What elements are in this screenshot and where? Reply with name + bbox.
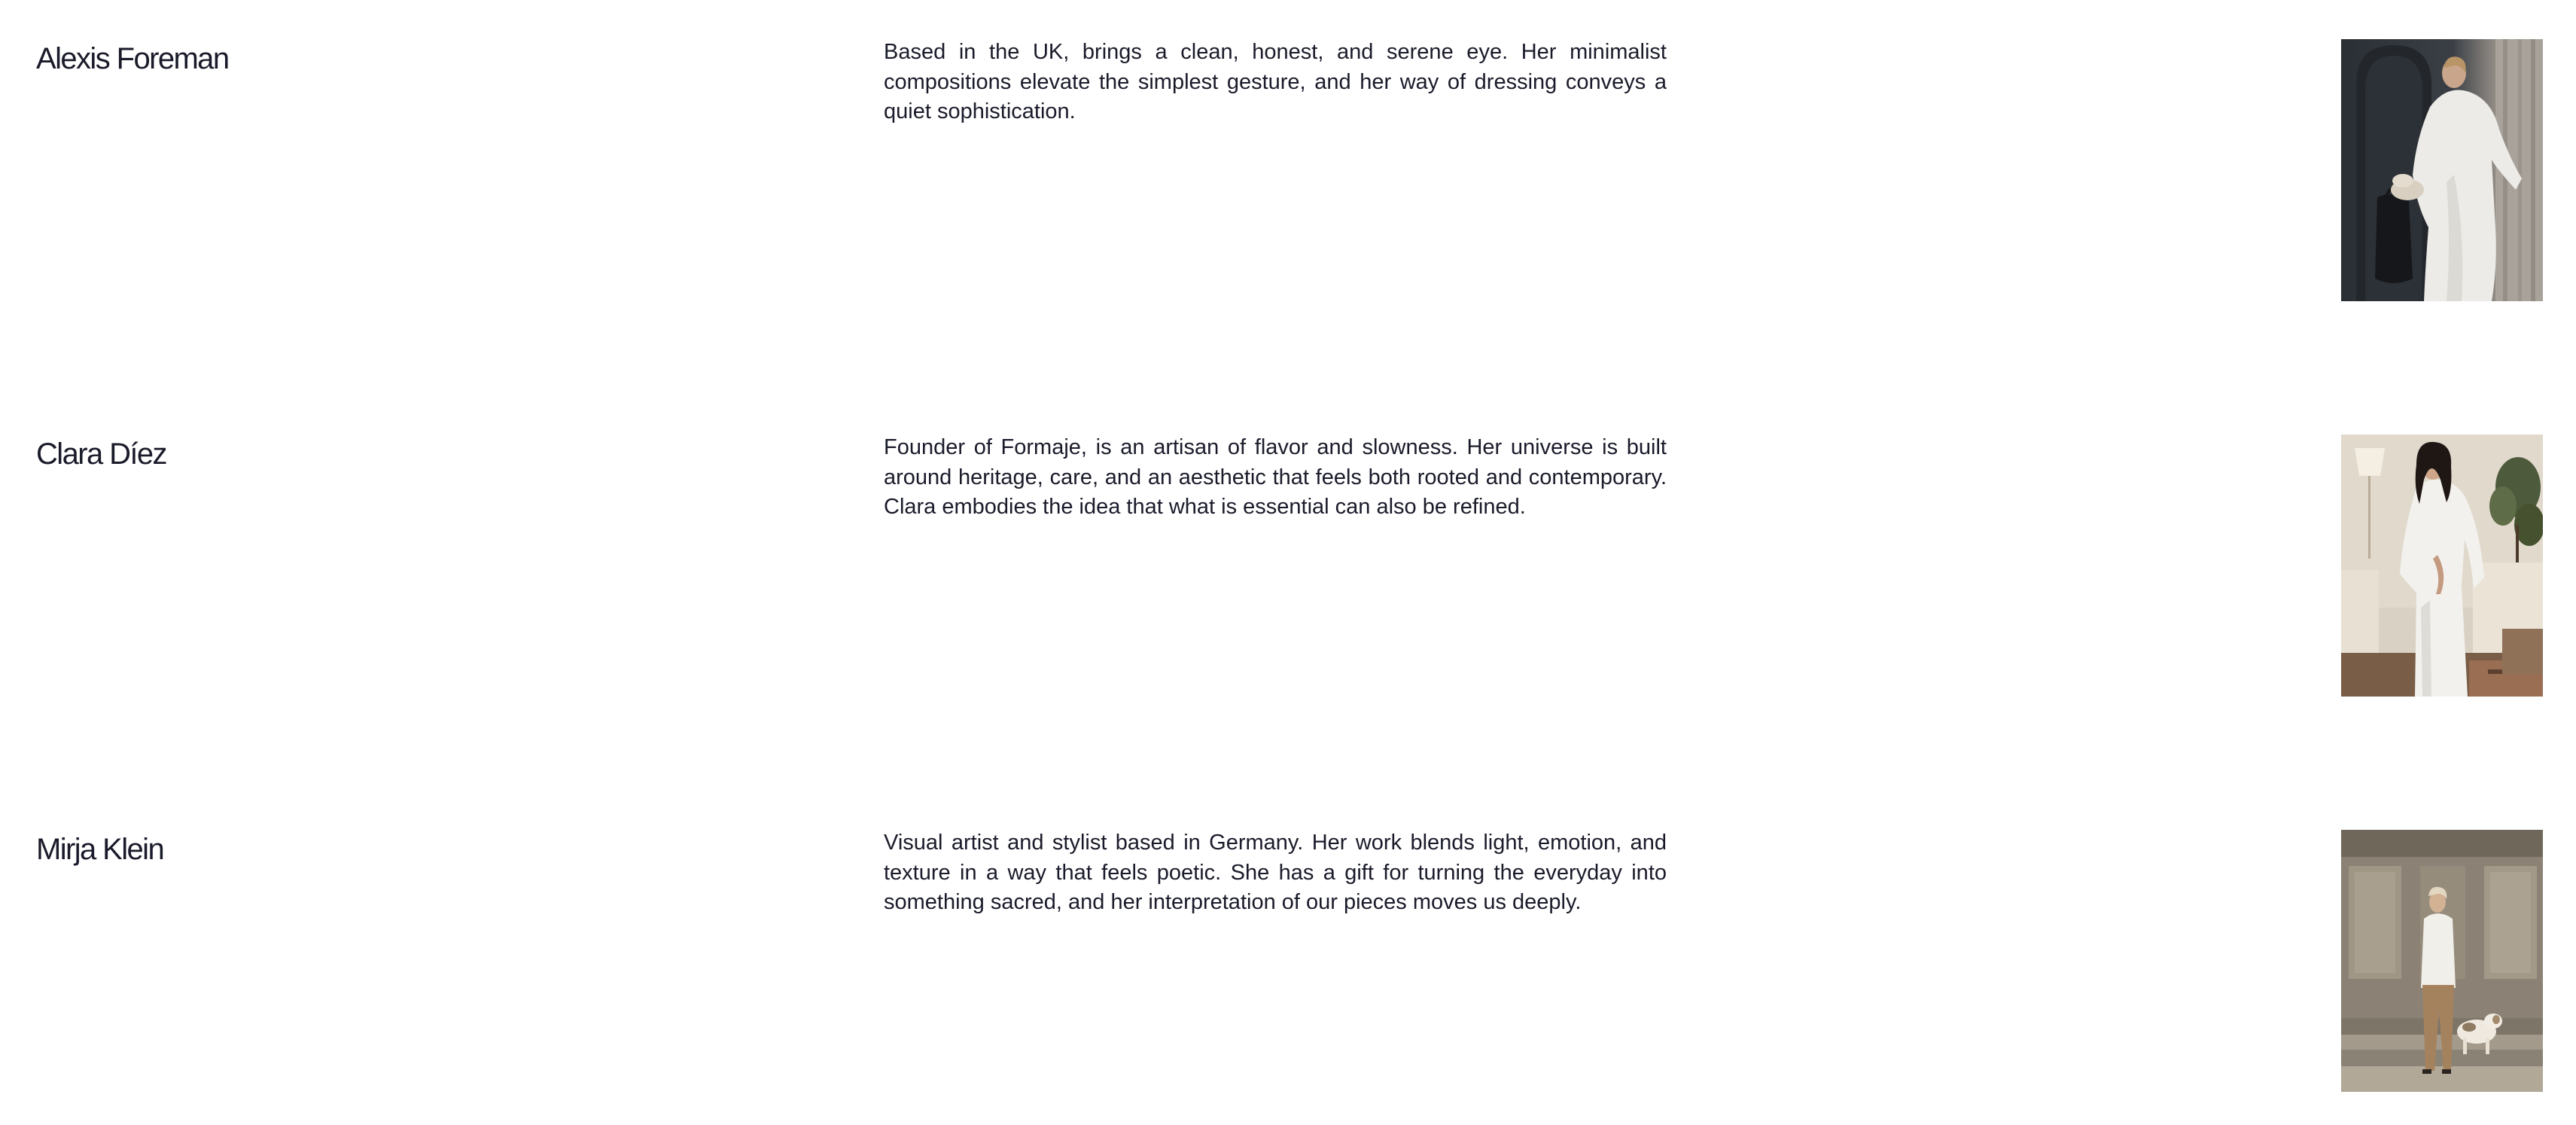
profile-row-mirja-klein [0,828,2576,1099]
profile-photo [2341,830,2543,1092]
pregnant-woman-white-shirt-living-room-photo [2341,434,2543,697]
woman-with-dog-stone-wall-photo [2341,830,2543,1092]
profile-bio: Based in the UK, brings a clean, honest, and serene eye. Her minimalist compositions elevate the simplest gesture, and her way of dressing conveys a quiet sophistication. [884,40,1667,123]
profile-bio: Visual artist and stylist based in Germany. Her work blends light, emotion, and texture in a way that feels poetic. She has a gift for turning the everyday into something sacred, and her interpretation of our pieces moves us deeply. [884,831,1667,914]
profile-name: Mirja Klein [36,833,164,866]
profile-photo [2341,434,2543,697]
profile-bio: Founder of Formaje, is an artisan of flavor and slowness. Her universe is built around heritage, care, and an aesthetic that feels both rooted and contemporary. Clara embodies the idea that what is essential can also be refined. [884,435,1667,519]
profile-name: Clara Díez [36,438,166,471]
profile-row-alexis-foreman [0,38,2576,309]
profile-photo [2341,39,2543,301]
woman-white-outfit-doorway-photo [2341,39,2543,301]
profile-row-clara-diez [0,433,2576,704]
profile-name: Alexis Foreman [36,42,229,75]
